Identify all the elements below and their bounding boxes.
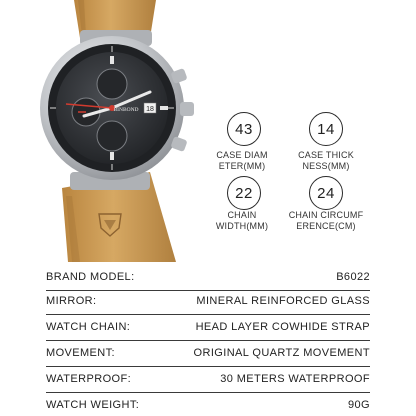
case-thickness-circle: 14 [309, 112, 343, 146]
case-diameter-label: CASE DIAM ETER(MM) [216, 150, 268, 171]
spec-row-mirror: MIRROR: MINERAL REINFORCED GLASS [46, 295, 370, 307]
chain-width-label: CHAIN WIDTH(MM) [215, 210, 269, 231]
spec-row-watch-chain: WATCH CHAIN: HEAD LAYER COWHIDE STRAP [46, 321, 370, 333]
divider [46, 340, 370, 341]
case-diameter-circle: 43 [227, 112, 261, 146]
spec-row-movement: MOVEMENT: ORIGINAL QUARTZ MOVEMENT [46, 347, 370, 359]
divider [46, 366, 370, 367]
subdial-top [97, 69, 127, 99]
chain-circumference-label: CHAIN CIRCUMF ERENCE(CM) [288, 210, 364, 231]
spec-row-waterproof: WATERPROOF: 30 METERS WATERPROOF [46, 373, 370, 385]
watch-illustration [0, 0, 210, 262]
divider [46, 392, 370, 393]
subdial-bottom [97, 121, 127, 151]
chain-width-circle: 22 [227, 176, 261, 210]
date-window: 18 [146, 106, 154, 113]
chain-circumference-circle: 24 [309, 176, 343, 210]
dial-brand: BINBOND [113, 107, 139, 113]
spec-row-brand-model: BRAND MODEL: B6022 [46, 271, 370, 283]
spec-row-watch-weight: WATCH WEIGHT: 90G [46, 399, 370, 411]
divider [46, 314, 370, 315]
case-thickness-label: CASE THICK NESS(MM) [298, 150, 354, 171]
watch-image [0, 0, 210, 262]
